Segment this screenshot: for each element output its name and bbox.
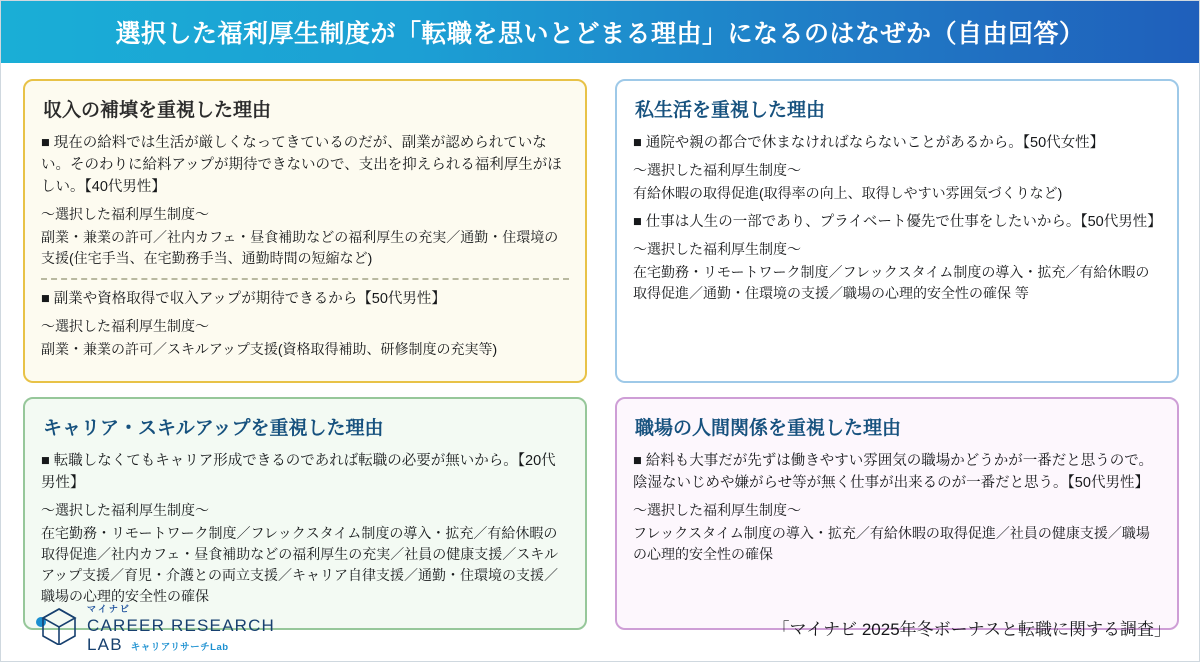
logo-main-second-line: LAB (87, 634, 123, 654)
card-private-entry-2 (633, 211, 1161, 304)
page-title: 選択した福利厚生制度が「転職を思いとどまる理由」になるのはなぜか（自由回答） (115, 20, 1085, 48)
card-career-entry-1 (41, 450, 569, 607)
card-private-life-title: 私生活を重視した理由 (635, 100, 826, 121)
benefits-label: 〜選択した福利厚生制度〜 (633, 162, 801, 179)
logo-kana: マイナビ (87, 604, 131, 615)
benefits-list: 副業・兼業の許可／社内カフェ・昼食補助などの福利厚生の充実／通勤・住環境の支援(住宅手当、在宅勤務手当、通勤時間の短縮など) (41, 229, 559, 267)
quote-text: ■ 転職しなくてもキャリア形成できるのであれば転職の必要が無いから。【20代男性】 (41, 453, 556, 492)
logo-text-block (87, 600, 275, 653)
card-private-entry-1 (633, 132, 1161, 204)
entry-divider (41, 278, 569, 280)
quote-text: ■ 通院や親の都合で休まなければならないことがあるから。【50代女性】 (633, 135, 1105, 151)
benefits-list: 副業・兼業の許可／スキルアップ支援(資格取得補助、研修制度の充実等) (41, 341, 498, 358)
benefits-list: 在宅勤務・リモートワーク制度／フレックスタイム制度の導入・拡充／有給休暇の取得促進／通勤・住環境の支援／職場の心理的安全性の確保 等 (633, 264, 1150, 302)
card-relations-entry-1 (633, 450, 1161, 565)
card-private-life (615, 79, 1179, 383)
quote-text: ■ 副業や資格取得で収入アップが期待できるから【50代男性】 (41, 291, 446, 308)
quote-text: ■ 現在の給料では生活が厳しくなってきているのだが、副業が認められていない。そのわりに給料アップが期待できないので、支出を抑えられる福利厚生がほしい。【40代男性】 (41, 135, 562, 196)
card-income-entry-2 (41, 288, 569, 360)
card-income-entry-1 (41, 132, 569, 269)
logo-main: CAREER RESEARCH (87, 616, 276, 636)
card-career-title: キャリア・スキルアップを重視した理由 (43, 418, 384, 440)
benefits-list: フレックスタイム制度の導入・拡充／有給休暇の取得促進／社員の健康支援／職場の心理的安全性の確保 (633, 525, 1150, 563)
cards-grid (23, 79, 1179, 630)
slide-header (1, 1, 1199, 63)
benefits-label: 〜選択した福利厚生制度〜 (633, 502, 801, 519)
benefits-list: 在宅勤務・リモートワーク制度／フレックスタイム制度の導入・拡充／有給休暇の取得促進／社内カフェ・昼食補助などの福利厚生の充実／社員の健康支援／スキルアップ支援／育児・介護との両立支援／キャリア自律支援／通勤・住環境の支援／職場の心理的安全性の確保 (41, 525, 559, 605)
benefits-label: 〜選択した福利厚生制度〜 (41, 502, 209, 519)
quote-text: ■ 仕事は人生の一部であり、プライベート優先で仕事をしたいから。【50代男性】 (633, 214, 1162, 231)
slide-body (1, 63, 1200, 663)
cube-logo-icon (35, 605, 79, 650)
quote-text: ■ 給料も大事だが先ずは働きやすい雰囲気の職場かどうかが一番だと思うので。陰湿ないじめや嫌がらせ等が無く仕事が出来るのが一番だと思う。【50代男性】 (633, 453, 1153, 492)
benefits-label: 〜選択した福利厚生制度〜 (41, 318, 209, 335)
benefits-list: 有給休暇の取得促進(取得率の向上、取得しやすい雰囲気づくりなど) (633, 185, 1063, 202)
slide-footer (1, 599, 1200, 655)
card-income (23, 79, 587, 383)
benefits-label: 〜選択した福利厚生制度〜 (633, 241, 801, 258)
card-career (23, 397, 587, 630)
card-workplace-relations-title: 職場の人間関係を重視した理由 (635, 418, 902, 440)
logo-subtitle: キャリアリサーチLab (130, 641, 229, 653)
card-income-title: 収入の補填を重視した理由 (43, 100, 272, 121)
mynavi-career-research-lab-logo (35, 600, 275, 653)
card-workplace-relations (615, 397, 1179, 630)
source-citation: 「マイナビ 2025年冬ボーナスと転職に関する調査」 (772, 619, 1171, 639)
benefits-label: 〜選択した福利厚生制度〜 (41, 206, 209, 223)
